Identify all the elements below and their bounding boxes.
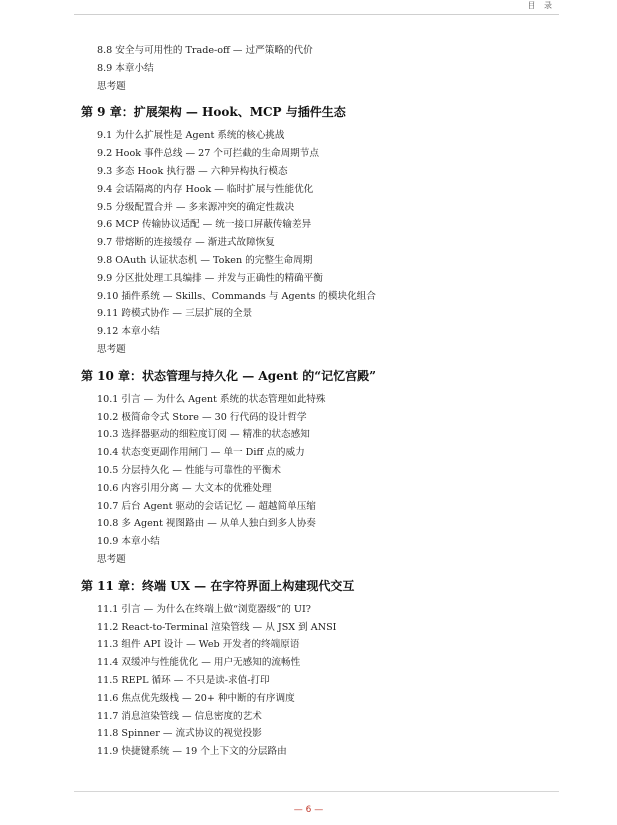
toc-entry[interactable]: 9.10 插件系统 — Skills、Commands 与 Agents 的模块化组合 bbox=[97, 290, 376, 302]
toc-entry[interactable]: 9.1 为什么扩展性是 Agent 系统的核心挑战 bbox=[97, 130, 285, 142]
running-header bbox=[74, 0, 559, 15]
toc-entry[interactable]: 11.2 React-to-Terminal 渲染管线 — 从 JSX 到 ANSI bbox=[97, 621, 337, 633]
toc-entry[interactable]: 10.3 选择器驱动的细粒度订阅 — 精准的状态感知 bbox=[97, 429, 310, 441]
toc-entry[interactable]: 11.4 双缓冲与性能优化 — 用户无感知的流畅性 bbox=[97, 657, 301, 669]
toc-entry[interactable]: 10.5 分层持久化 — 性能与可靠性的平衡术 bbox=[97, 464, 282, 476]
toc-entry[interactable]: 11.6 焦点优先级栈 — 20+ 种中断的有序调度 bbox=[97, 692, 295, 704]
toc-entry[interactable]: 10.6 内容引用分离 — 大文本的优雅处理 bbox=[97, 482, 272, 494]
toc-entry[interactable]: 9.7 带熔断的连接缓存 — 渐进式故障恢复 bbox=[97, 237, 275, 249]
toc-entry[interactable]: 8.9 本章小结 bbox=[97, 62, 154, 74]
toc-entry[interactable]: 11.9 快捷键系统 — 19 个上下文的分层路由 bbox=[97, 746, 287, 758]
toc-entry[interactable]: 思考题 bbox=[97, 80, 126, 92]
toc-entry[interactable]: 10.9 本章小结 bbox=[97, 536, 160, 548]
toc-entry[interactable]: 11.8 Spinner — 流式协议的视觉投影 bbox=[97, 728, 262, 740]
toc-chapter-heading[interactable]: 第 10 章：状态管理与持久化 — Agent 的“记忆宫殿” bbox=[81, 368, 376, 383]
footer-divider bbox=[74, 791, 559, 792]
header-title: 目 录 bbox=[527, 1, 555, 10]
toc-entry[interactable]: 10.7 后台 Agent 驱动的会话记忆 — 超越简单压缩 bbox=[97, 500, 316, 512]
toc-entry[interactable]: 10.2 极简命令式 Store — 30 行代码的设计哲学 bbox=[97, 411, 307, 423]
toc-entry[interactable]: 11.3 组件 API 设计 — Web 开发者的终端原语 bbox=[97, 639, 300, 651]
toc-entry[interactable]: 11.5 REPL 循环 — 不只是读-求值-打印 bbox=[97, 674, 270, 686]
toc-entry[interactable]: 9.12 本章小结 bbox=[97, 326, 160, 338]
toc-entry[interactable]: 9.6 MCP 传输协议适配 — 统一接口屏蔽传输差异 bbox=[97, 219, 312, 231]
toc-entry[interactable]: 10.8 多 Agent 视图路由 — 从单人独白到多人协奏 bbox=[97, 518, 316, 530]
toc-entry[interactable]: 10.1 引言 — 为什么 Agent 系统的状态管理如此特殊 bbox=[97, 393, 326, 405]
toc-entry[interactable]: 思考题 bbox=[97, 343, 126, 355]
toc-entry[interactable]: 9.2 Hook 事件总线 — 27 个可拦截的生命周期节点 bbox=[97, 148, 319, 160]
toc-entry[interactable]: 11.7 消息渲染管线 — 信息密度的艺术 bbox=[97, 710, 262, 722]
toc-chapter-heading[interactable]: 第 11 章：终端 UX — 在字符界面上构建现代交互 bbox=[81, 578, 355, 593]
page-number: — 6 — bbox=[293, 805, 324, 815]
toc-entry[interactable]: 11.1 引言 — 为什么在终端上做“浏览器级”的 UI? bbox=[97, 603, 311, 615]
toc-entry[interactable]: 9.8 OAuth 认证状态机 — Token 的完整生命周期 bbox=[97, 254, 313, 266]
toc-entry[interactable]: 9.3 多态 Hook 执行器 — 六种异构执行模态 bbox=[97, 165, 288, 177]
table-of-contents bbox=[0, 42, 617, 761]
toc-entry[interactable]: 9.11 跨模式协作 — 三层扩展的全景 bbox=[97, 308, 253, 320]
toc-chapter-heading[interactable]: 第 9 章：扩展架构 — Hook、MCP 与插件生态 bbox=[81, 105, 346, 120]
toc-entry[interactable]: 9.4 会话隔离的内存 Hook — 临时扩展与性能优化 bbox=[97, 183, 314, 195]
toc-entry[interactable]: 8.8 安全与可用性的 Trade-off — 过严策略的代价 bbox=[97, 45, 313, 56]
toc-entry[interactable]: 9.9 分区批处理工具编排 — 并发与正确性的精确平衡 bbox=[97, 272, 323, 284]
toc-entry[interactable]: 9.5 分级配置合并 — 多来源冲突的确定性裁决 bbox=[97, 201, 295, 213]
toc-entry[interactable]: 10.4 状态变更副作用闸门 — 单一 Diff 点的威力 bbox=[97, 447, 305, 459]
toc-entry[interactable]: 思考题 bbox=[97, 553, 126, 565]
